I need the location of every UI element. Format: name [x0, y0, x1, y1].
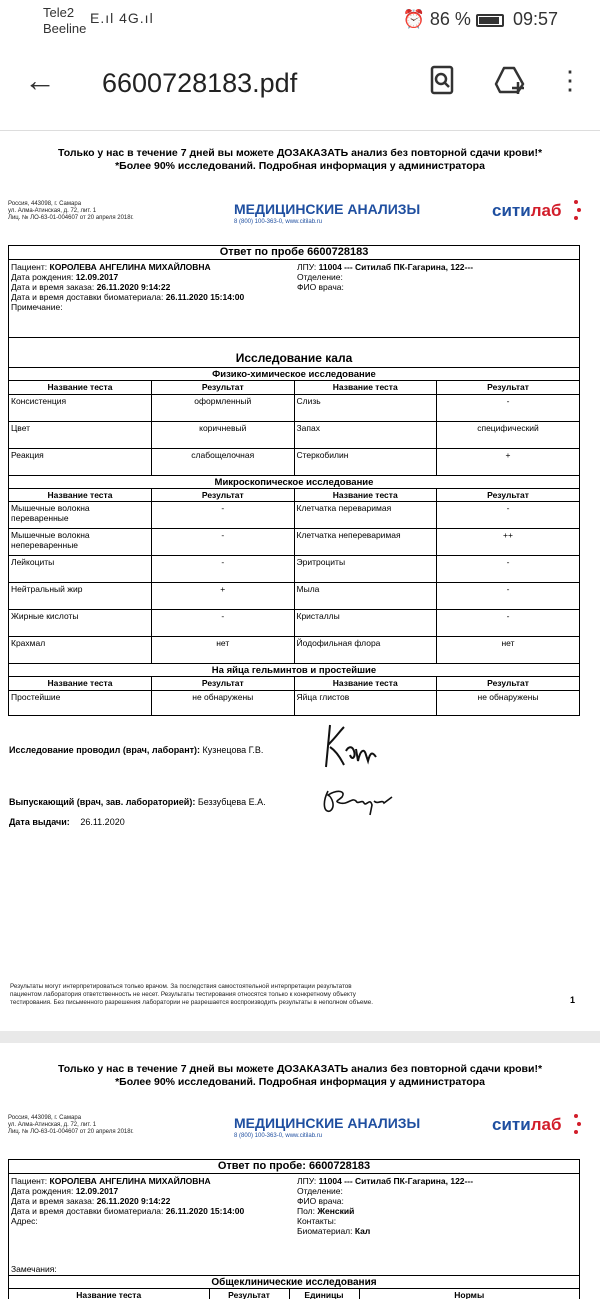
lab-address: [8, 1115, 134, 1136]
table-row: [9, 610, 579, 637]
col-header: Результат: [209, 1289, 289, 1299]
patient-info-right: [297, 262, 473, 292]
col-header: Название теста: [9, 1289, 209, 1299]
logo-text-2: лаб: [530, 1115, 562, 1134]
test-result: -: [437, 394, 580, 421]
footer-line: пациентом лаборатория ответственность не несет. Результаты тестирования относятся только к конкретному объекту: [10, 991, 356, 998]
patient-name: КОРОЛЕВА АНГЕЛИНА МИХАЙЛОВНА: [49, 1176, 211, 1186]
released-line: [9, 797, 266, 807]
footer-line: тестирования. Без письменного разрешения лаборатории не разрешается воспроизводить результаты в неполном объеме.: [10, 999, 374, 1006]
test-result: -: [152, 556, 295, 583]
sex-value: Женский: [317, 1206, 355, 1216]
test-name: Мышечные волокна непереваренные: [9, 529, 152, 556]
issue-date: 26.11.2020: [80, 817, 125, 827]
promo-line-2: *Более 90% исследований. Подробная информация у администратора: [115, 160, 485, 172]
status-right: [402, 9, 558, 30]
col-header: Результат: [152, 381, 295, 394]
carrier-names: [43, 5, 86, 37]
table-row: [9, 502, 579, 529]
micro-table: [9, 489, 579, 665]
delivery-label: Дата и время доставки биоматериала:: [11, 292, 164, 302]
table-row: [9, 556, 579, 583]
study-title: Исследование кала: [9, 338, 579, 368]
patient-label: Пациент:: [11, 262, 48, 272]
test-name: Жирные кислоты: [9, 610, 152, 637]
report-block-2: [8, 1159, 580, 1299]
conducted-name: Кузнецова Г.В.: [202, 745, 264, 755]
birth-date: 12.09.2017: [75, 1186, 119, 1196]
section-general-title: Общеклинические исследования: [9, 1276, 579, 1289]
med-title: МЕДИЦИНСКИЕ АНАЛИЗЫ: [234, 1115, 421, 1131]
test-name: Клетчатка непереваримая: [294, 529, 437, 556]
med-phone: 8 (800) 100-363-0, www.citilab.ru: [234, 219, 323, 225]
contacts-label: Контакты:: [297, 1216, 337, 1226]
patient-info-left: [11, 262, 244, 312]
test-result: +: [437, 448, 580, 475]
lab-address-line: Лиц. № ЛО-63-01-004607 от 20 апреля 2018г.: [8, 215, 134, 221]
test-result: -: [152, 610, 295, 637]
test-name: Яйца глистов: [294, 690, 437, 715]
patient-label: Пациент:: [11, 1176, 48, 1186]
lab-address-line: Россия, 443098, г. Самара: [8, 201, 82, 207]
physchem-table: [9, 381, 579, 476]
promo-line-1: Только у нас в течение 7 дней вы можете ДОЗАКАЗАТЬ анализ без повторной сдачи крови!*: [57, 1063, 543, 1075]
pdf-page-1[interactable]: [0, 131, 600, 1031]
report-header: Ответ по пробе: 6600728183: [9, 1160, 579, 1174]
battery-percent: 86 %: [429, 9, 471, 29]
test-name: Йодофильная флора: [294, 637, 437, 664]
table-header-row: [9, 1289, 579, 1299]
table-row: [9, 690, 579, 715]
test-result: -: [152, 502, 295, 529]
signature-2-icon: [318, 783, 394, 819]
signature-1-icon: [322, 721, 384, 773]
issue-date-line: [9, 817, 125, 827]
remarks-row: [9, 1254, 579, 1276]
pdf-page-2[interactable]: [0, 1043, 600, 1299]
patient-info-left: [11, 1176, 244, 1226]
address-label: Адрес:: [11, 1216, 38, 1226]
report-header: Ответ по пробе 6600728183: [9, 246, 579, 260]
test-name: Мышечные волокна переваренные: [9, 502, 152, 529]
test-result: коричневый: [152, 421, 295, 448]
test-name: Крахмал: [9, 637, 152, 664]
table-row: [9, 448, 579, 475]
delivery-label: Дата и время доставки биоматериала:: [11, 1206, 164, 1216]
col-header: Нормы: [359, 1289, 579, 1299]
signal-icon: E.ıl 4G.ıl: [90, 10, 154, 26]
dept-label: Отделение:: [297, 272, 343, 282]
lpu-label: ЛПУ:: [297, 1176, 317, 1186]
table-header-row: [9, 677, 579, 690]
dept-label: Отделение:: [297, 1186, 343, 1196]
lab-address-line: Лиц. № ЛО-63-01-004607 от 20 апреля 2018г.: [8, 1129, 134, 1135]
test-result: специфический: [437, 421, 580, 448]
birth-date: 12.09.2017: [75, 272, 119, 282]
col-header: Название теста: [294, 677, 437, 690]
lab-address-line: ул. Алма-Атинская, д. 72, лит. 1: [8, 208, 97, 214]
order-label: Дата и время заказа:: [11, 1196, 95, 1206]
test-result: ++: [437, 529, 580, 556]
test-result: +: [152, 583, 295, 610]
test-result: нет: [437, 637, 580, 664]
test-result: -: [152, 529, 295, 556]
carrier-2: Beeline: [43, 21, 87, 36]
footer-disclaimer: [10, 983, 550, 1007]
status-bar: [0, 0, 600, 44]
med-phone: 8 (800) 100-363-0, www.citilab.ru: [234, 1133, 323, 1139]
citilab-logo: [492, 1115, 561, 1135]
table-header-row: [9, 381, 579, 394]
citilab-logo: [492, 201, 561, 221]
conducted-label: Исследование проводил (врач, лаборант):: [9, 745, 201, 755]
col-header: Результат: [437, 381, 580, 394]
logo-dots-icon: [571, 1113, 581, 1135]
col-header: Результат: [437, 489, 580, 502]
lab-address-line: Россия, 443098, г. Самара: [8, 1115, 82, 1121]
clock: 09:57: [512, 9, 558, 29]
released-label: Выпускающий (врач, зав. лабораторией):: [9, 797, 196, 807]
logo-text-1: сити: [492, 1115, 531, 1134]
patient-info: [9, 260, 579, 338]
test-name: Лейкоциты: [9, 556, 152, 583]
delivery-date: 26.11.2020 15:14:00: [165, 292, 245, 302]
section-physchem-title: Физико-химическое исследование: [9, 368, 579, 381]
test-name: Стеркобилин: [294, 448, 437, 475]
test-result: -: [437, 610, 580, 637]
lab-address-line: ул. Алма-Атинская, д. 72, лит. 1: [8, 1122, 97, 1128]
test-name: Консистенция: [9, 394, 152, 421]
test-name: Клетчатка переваримая: [294, 502, 437, 529]
test-name: Реакция: [9, 448, 152, 475]
test-name: Нейтральный жир: [9, 583, 152, 610]
test-name: Запах: [294, 421, 437, 448]
test-result: -: [437, 556, 580, 583]
file-title: 6600728183.pdf: [102, 68, 298, 98]
conducted-line: [9, 745, 263, 755]
test-name: Простейшие: [9, 690, 152, 715]
col-header: Название теста: [9, 381, 152, 394]
footer-line: Результаты могут интерпретироваться только врачом. За последствия самостоятельной интерпретации результатов: [10, 983, 352, 990]
biomaterial-label: Биоматериал:: [297, 1226, 353, 1236]
col-header: Результат: [437, 677, 580, 690]
test-result: нет: [152, 637, 295, 664]
order-label: Дата и время заказа:: [11, 282, 95, 292]
lpu-label: ЛПУ:: [297, 262, 317, 272]
col-header: Название теста: [294, 489, 437, 502]
table-row: [9, 529, 579, 556]
birth-label: Дата рождения:: [11, 272, 74, 282]
lab-address: [8, 201, 134, 222]
helminth-table: [9, 677, 579, 715]
logo-dots-icon: [571, 199, 581, 221]
order-date: 26.11.2020 9:14:22: [96, 1196, 171, 1206]
test-result: не обнаружены: [477, 691, 539, 702]
test-result: слабощелочная: [152, 448, 295, 475]
test-name: Кристаллы: [294, 610, 437, 637]
patient-info-right: [297, 1176, 473, 1236]
patient-info: [9, 1174, 579, 1254]
col-header: Название теста: [9, 677, 152, 690]
patient-name: КОРОЛЕВА АНГЕЛИНА МИХАЙЛОВНА: [49, 262, 211, 272]
alarm-icon: ⏰: [402, 9, 425, 29]
test-name: Цвет: [9, 421, 152, 448]
test-result: -: [437, 502, 580, 529]
col-header: Единицы: [289, 1289, 359, 1299]
table-row: [9, 421, 579, 448]
page-gap: [0, 1031, 600, 1043]
remarks-label: Замечания:: [11, 1264, 57, 1274]
issue-label: Дата выдачи:: [9, 817, 70, 827]
section-micro-title: Микроскопическое исследование: [9, 476, 579, 489]
test-result: -: [437, 583, 580, 610]
biomaterial-value: Кал: [354, 1226, 371, 1236]
more-vert-icon[interactable]: ⋮: [557, 65, 583, 95]
promo-line-2: *Более 90% исследований. Подробная информация у администратора: [115, 1076, 485, 1088]
table-row: [9, 583, 579, 610]
table-row: [9, 637, 579, 664]
birth-label: Дата рождения:: [11, 1186, 74, 1196]
carrier-1: Tele2: [43, 5, 75, 20]
lpu-value: 11004 --- Ситилаб ПК-Гагарина, 122---: [318, 262, 474, 272]
test-name: Мыла: [294, 583, 437, 610]
test-result: не обнаружены: [152, 690, 295, 715]
general-table: [9, 1289, 579, 1299]
lpu-value: 11004 --- Ситилаб ПК-Гагарина, 122---: [318, 1176, 474, 1186]
test-name: Эритроциты: [294, 556, 437, 583]
col-header: Результат: [152, 677, 295, 690]
doctor-label: ФИО врача:: [297, 1196, 344, 1206]
table-row: [9, 394, 579, 421]
med-title: МЕДИЦИНСКИЕ АНАЛИЗЫ: [234, 201, 421, 217]
logo-text-2: лаб: [530, 201, 562, 220]
battery-icon: [476, 14, 504, 27]
order-date: 26.11.2020 9:14:22: [96, 282, 171, 292]
section-helminth-title: На яйца гельминтов и простейшие: [9, 664, 579, 677]
logo-text-1: сити: [492, 201, 531, 220]
released-name: Беззубцева Е.А.: [197, 797, 266, 807]
delivery-date: 26.11.2020 15:14:00: [165, 1206, 245, 1216]
test-result: оформленный: [152, 394, 295, 421]
promo-line-1: Только у нас в течение 7 дней вы можете ДОЗАКАЗАТЬ анализ без повторной сдачи крови!*: [57, 147, 543, 159]
search-doc-icon[interactable]: [424, 62, 460, 98]
col-header: Результат: [152, 489, 295, 502]
report-block: [8, 245, 580, 716]
col-header: Название теста: [9, 489, 152, 502]
doctor-label: ФИО врача:: [297, 282, 344, 292]
drive-add-icon[interactable]: [492, 62, 528, 98]
table-header-row: [9, 489, 579, 502]
col-header: Название теста: [294, 381, 437, 394]
app-bar: [0, 44, 600, 124]
note-label: Примечание:: [11, 302, 63, 312]
test-name: Слизь: [294, 394, 437, 421]
sex-label: Пол:: [297, 1206, 315, 1216]
page-number: 1: [570, 995, 576, 1005]
arrow-left-icon[interactable]: ←: [24, 62, 56, 98]
